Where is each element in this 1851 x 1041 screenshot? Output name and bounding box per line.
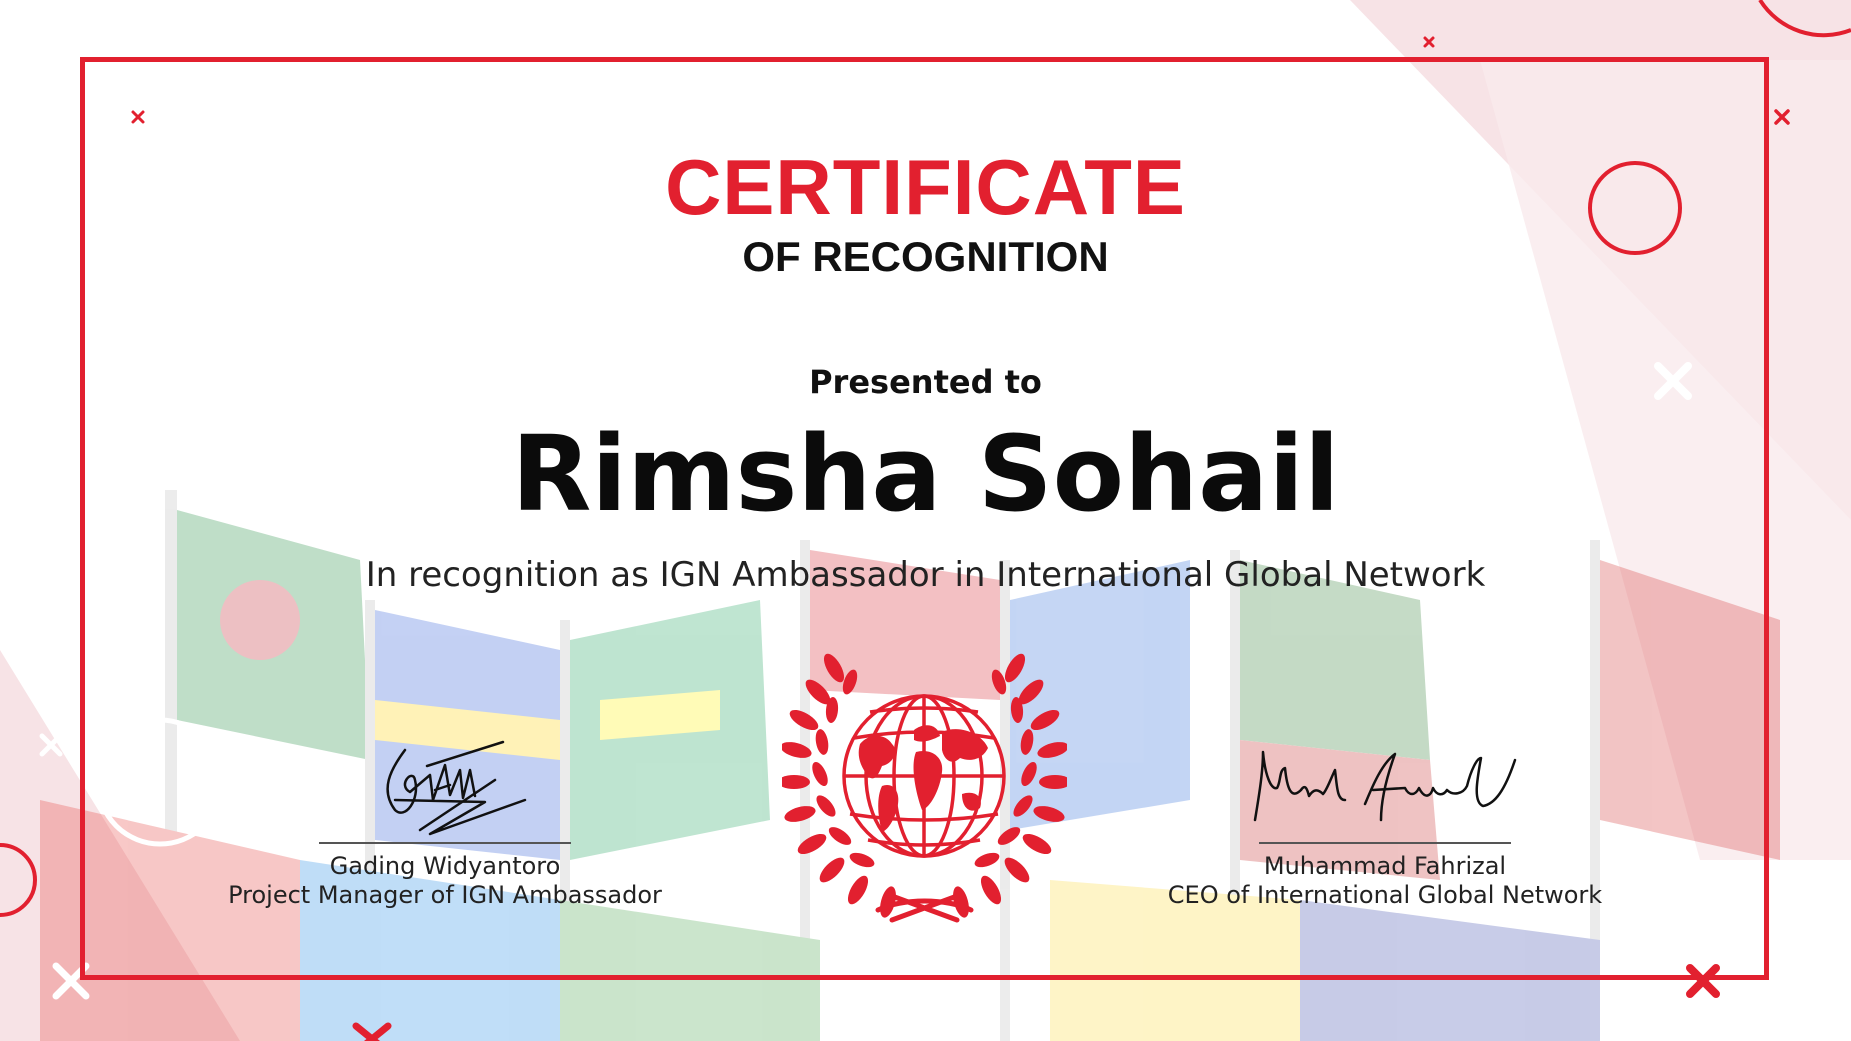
signatory-name: Gading Widyantoro	[329, 852, 561, 880]
signature-right	[1205, 730, 1565, 840]
signature-line	[319, 842, 571, 844]
globe-laurel-emblem	[782, 648, 1067, 928]
signatory-role: CEO of International Global Network	[1167, 881, 1603, 909]
signature-left	[335, 730, 555, 840]
signatory-role: Project Manager of IGN Ambassador	[228, 881, 662, 909]
signatory-name: Muhammad Fahrizal	[1263, 852, 1507, 880]
certificate-title: CERTIFICATE	[665, 143, 1186, 231]
signature-line	[1259, 842, 1511, 844]
presented-to-label: Presented to	[809, 363, 1042, 401]
signatory-left	[185, 730, 705, 910]
signatory-right	[1125, 730, 1645, 910]
recipient-name: Rimsha Sohail	[511, 413, 1340, 535]
recognition-text: In recognition as IGN Ambassador in International Global Network	[365, 555, 1486, 595]
certificate-subtitle: OF RECOGNITION	[742, 233, 1109, 280]
